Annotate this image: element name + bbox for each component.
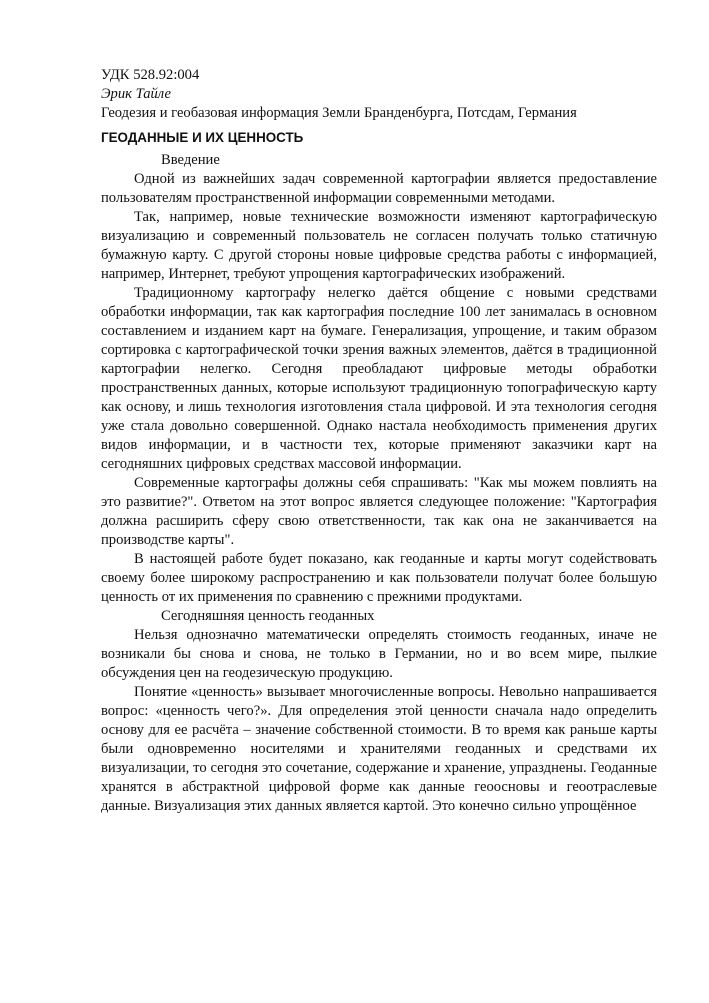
paragraph: В настоящей работе будет показано, как геоданные и карты могут содействовать своему более широкому распространению и как пользователи получат более большую ценность от их применения по сравнению с прежними продуктами. bbox=[101, 551, 657, 605]
article bbox=[101, 66, 657, 816]
section-heading: Сегодняшняя ценность геоданных bbox=[161, 608, 375, 624]
paragraph: Традиционному картографу нелегко даётся общение с новыми средствами обработки информации, так как картография последние 100 лет занималась в основном составлением и изданием карт на бумаге. Генерализация, упрощение, и таким образом сортировка с картографической точки зрения важных элементов, даётся в традиционной картографии нелегко. Сегодня преобладают цифровые методы обработки пространственных данных, которые используют традиционную топографическую карту как основу, и лишь технология изготовления стала цифровой. И эта технология сегодня уже стала довольно совершенной. Однако настала необходимость применения других видов информации, и в частности тех, которые применяют заказчики карт на сегодняшних цифровых средствах массовой информации. bbox=[101, 285, 657, 472]
paragraph: Так, например, новые технические возможности изменяют картографическую визуализацию и современный пользователь не согласен получать только статичную бумажную карту. С другой стороны новые цифровые средства работы с информацией, например, Интернет, требуют упрощения картографических изображений. bbox=[101, 209, 657, 282]
author-affiliation: Геодезия и геобазовая информация Земли Бранденбурга, Потсдам, Германия bbox=[101, 105, 577, 121]
paragraph: Нельзя однозначно математически определять стоимость геоданных, иначе не возникали бы снова и снова, не только в Германии, но и во всем мире, пылкие обсуждения цен на геодезическую продукцию. bbox=[101, 627, 657, 681]
paragraph: Современные картографы должны себя спрашивать: "Как мы можем повлиять на это развитие?". Ответом на этот вопрос является следующее положение: "Картография должна расширить сферу свою ответственности, так как она не заканчивается на производстве карты". bbox=[101, 475, 657, 548]
paragraph: Одной из важнейших задач современной картографии является предоставление пользователям пространственной информации современными методами. bbox=[101, 171, 657, 206]
article-title: ГЕОДАННЫЕ И ИХ ЦЕННОСТЬ bbox=[101, 130, 304, 145]
section-introduction bbox=[101, 151, 657, 607]
udk-code: УДК 528.92:004 bbox=[101, 67, 200, 83]
paragraph: Понятие «ценность» вызывает многочисленные вопросы. Невольно напрашивается вопрос: «ценность чего?». Для определения этой ценности сначала надо определить основу для ее расчёта – значение собственной стоимости. В то время как раньше карты были одновременно носителями и хранителями геоданных и средствами их визуализации, то сегодня это сочетание, содержание и хранение, упразднены. Геоданные хранятся в абстрактной цифровой форме как данные геоосновы и геоотраслевые данные. Визуализация этих данных является картой. Это конечно сильно упрощённое bbox=[101, 684, 657, 814]
section-current-value bbox=[101, 607, 657, 816]
author-name: Эрик Тайле bbox=[101, 86, 172, 102]
section-heading: Введение bbox=[161, 152, 220, 168]
